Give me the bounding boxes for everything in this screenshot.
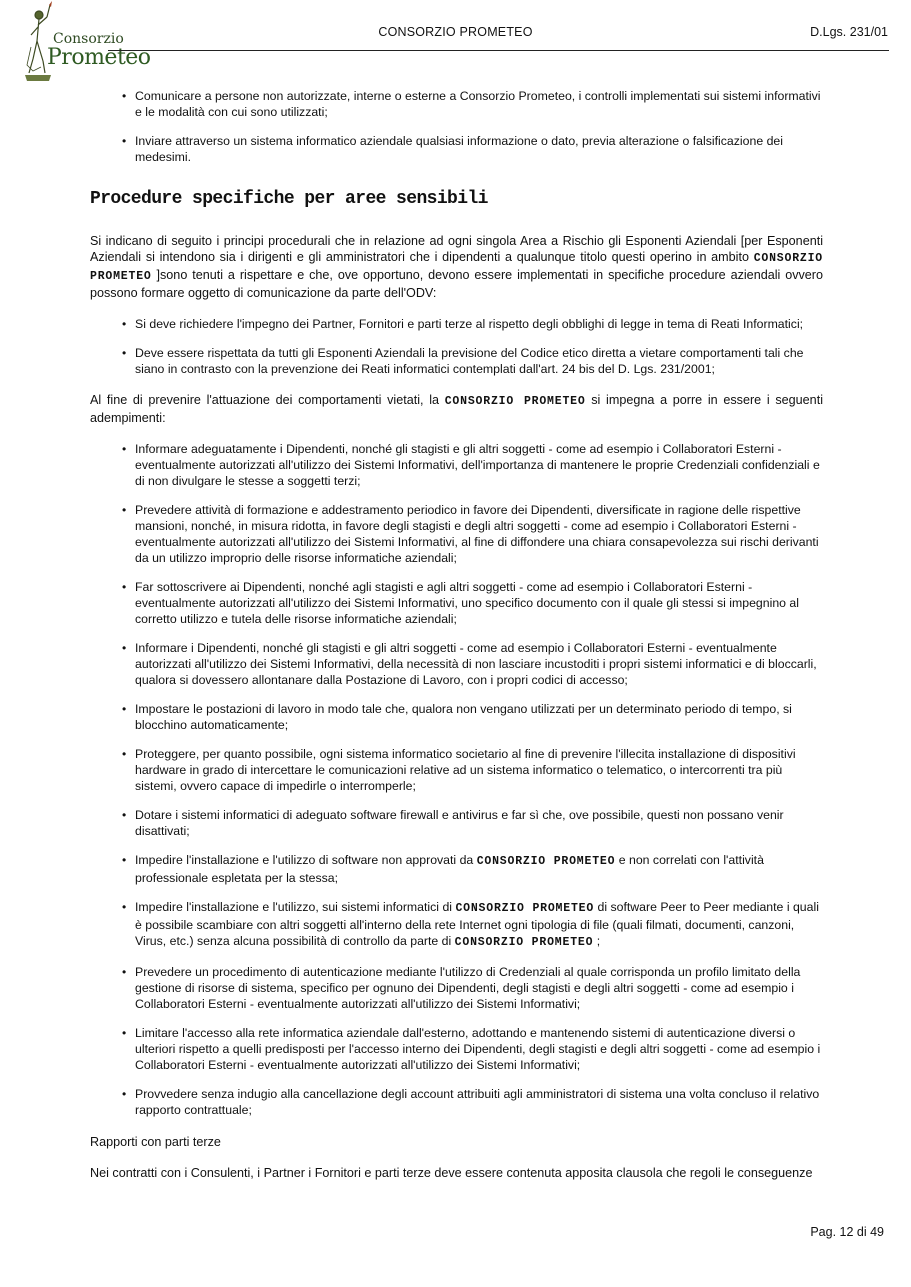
bullet-icon: • xyxy=(122,965,127,979)
org-name: CONSORZIO PROMETEO xyxy=(476,855,616,868)
list-item xyxy=(122,441,823,489)
list-item-text: Informare adeguatamente i Dipendenti, nonché gli stagisti e gli altri soggetti - come ad esempio i Collaboratori Esterni - eventualmente autorizzati all'utilizzo dei Sistemi Informativi, dell'importanza di mantenere le proprie Credenziali confidenziali e di non divulgare le stesse a soggetti terzi; xyxy=(135,442,820,488)
list-item-text: Prevedere attività di formazione e addestramento periodico in favore dei Dipendenti, diversificate in ragione delle rispettive mansioni, nonché, in misura ridotta, in favore degli stagisti e degli altri soggetti - come ad esempio i Collaboratori Esterni - eventualmente autorizzati all'utilizzo dei Sistemi Informativi, al fine di diffondere una chiara consapevolezza sui rischi derivanti da un utilizzo improprio delle risorse informatiche aziendali; xyxy=(135,503,819,565)
list-item-text: Limitare l'accesso alla rete informatica aziendale dall'esterno, adottando e mantenendo sistemi di autenticazione diversi o ulteriori rispetto a quelli predisposti per l'accesso interno dei Dipendenti, degli stagisti e degli altri soggetti - come ad esempio i Collaboratori Esterni - eventualmente autorizzati all'utilizzo dei Sistemi Informativi; xyxy=(135,1026,821,1072)
list-item-text: Provvedere senza indugio alla cancellazione degli account attribuiti agli amministratori di sistema una volta concluso il relativo rapporto contrattuale; xyxy=(135,1087,820,1117)
list-item-text-1: Impedire l'installazione e l'utilizzo, sui sistemi informatici di xyxy=(135,900,456,914)
bullet-icon: • xyxy=(122,900,127,914)
commitment-text-1: Al fine di prevenire l'attuazione dei comportamenti vietati, la xyxy=(90,393,445,407)
bullet-icon: • xyxy=(122,346,127,360)
org-name: CONSORZIO PROMETEO xyxy=(454,936,594,949)
bullet-icon: • xyxy=(122,89,127,103)
bullet-icon: • xyxy=(122,442,127,456)
list-item-text: Proteggere, per quanto possibile, ogni sistema informatico societario al fine di prevenire l'illecita installazione di dispositivi hardware in grado di intercettare le comunicazioni relative ad un sistema informatico o telematico, o intercorrenti tra più sistemi, ovvero capace di impedirle o interromperle; xyxy=(135,747,796,793)
list-item-text-1: Impedire l'installazione e l'utilizzo di software non approvati da xyxy=(135,853,477,867)
header-divider xyxy=(108,50,889,51)
bullet-icon: • xyxy=(122,317,127,331)
bullet-icon: • xyxy=(122,747,127,761)
list-item xyxy=(122,579,823,627)
logo-consorzio-text: Consorzio xyxy=(53,31,124,47)
list-item xyxy=(122,1025,823,1073)
subheading-third-parties: Rapporti con parti terze xyxy=(90,1135,221,1149)
document-body xyxy=(90,88,823,1196)
list-item-text-2: di software Peer to Peer mediante i quali è possibile scambiare con altri soggetti all'interno della rete Internet ogni tipologia di file (quali filmati, documenti, canzoni, Virus, etc.) senza alcuna possibilità di controllo da parte di xyxy=(135,900,819,948)
list-item xyxy=(122,133,823,165)
list-item-text: Far sottoscrivere ai Dipendenti, nonché agli stagisti e agli altri soggetti - come ad esempio i Collaboratori Esterni - eventualmente autorizzati all'utilizzo dei Sistemi Informativi, uno specifico documento con il quale gli stessi si impegnino al corretto utilizzo e tutela delle risorse informatiche aziendali; xyxy=(135,580,799,626)
bullet-icon: • xyxy=(122,503,127,517)
list-item xyxy=(122,88,823,120)
list-item xyxy=(122,701,823,733)
consorzio-prometeo-logo xyxy=(19,1,151,83)
list-item-text: Dotare i sistemi informatici di adeguato software firewall e antivirus e far sì che, ove possibile, questi non possano venir disattivati; xyxy=(135,808,784,838)
logo-prometeo-text: Prometeo xyxy=(47,45,151,70)
list-item xyxy=(122,899,823,951)
bullet-icon: • xyxy=(122,1087,127,1101)
commitment-paragraph xyxy=(90,392,823,426)
list-item xyxy=(122,964,823,1012)
bullet-icon: • xyxy=(122,702,127,716)
list-item xyxy=(122,1086,823,1118)
list-item-text: Inviare attraverso un sistema informatico aziendale qualsiasi informazione o dato, previa alterazione o falsificazione dei medesimi. xyxy=(135,134,783,164)
actions-list xyxy=(90,441,823,1118)
intro-text-1: Si indicano di seguito i principi procedurali che in relazione ad ogni singola Area a Rischio gli Esponenti Aziendali [per Esponenti Aziendali si intendono sia i dirigenti e gli amministratori che i dipendenti a qualunque titolo questi operino in ambito xyxy=(90,234,823,264)
header-title: CONSORZIO PROMETEO xyxy=(378,25,533,39)
list-item-text: Deve essere rispettata da tutti gli Esponenti Aziendali la previsione del Codice etico diretta a vietare comportamenti tali che siano in contrasto con la prevenzione dei Reati informatici contemplati dall'art. 24 bis del D. Lgs. 231/2001; xyxy=(135,346,804,376)
list-item xyxy=(122,852,823,886)
bullet-icon: • xyxy=(122,580,127,594)
bullet-icon: • xyxy=(122,1026,127,1040)
list-item xyxy=(122,502,823,566)
list-item-text: Informare i Dipendenti, nonché gli stagisti e gli altri soggetti - come ad esempio i Collaboratori Esterni - eventualmente autorizzati all'utilizzo dei Sistemi Informativi, della necessità di non lasciare incustoditi i propri sistemi informatici e di bloccarli, qualora si dovessero allontanare dalla Postazione di Lavoro, con i propri codici di accesso; xyxy=(135,641,817,687)
intro-text-2: ]sono tenuti a rispettare e che, ove opportuno, devono essere implementati in specifiche procedure aziendali ovvero possono formare oggetto di comunicazione da parte dell'ODV: xyxy=(90,268,823,300)
org-name: CONSORZIO PROMETEO xyxy=(444,395,586,408)
list-item xyxy=(122,807,823,839)
list-item-text: Impostare le postazioni di lavoro in modo tale che, qualora non vengano utilizzati per un determinato periodo di tempo, si blocchino automaticamente; xyxy=(135,702,792,732)
list-item xyxy=(122,746,823,794)
closing-paragraph: Nei contratti con i Consulenti, i Partner i Fornitori e parti terze deve essere contenuta apposita clausola che regoli le conseguenze xyxy=(90,1166,813,1180)
principles-list xyxy=(90,316,823,377)
list-item xyxy=(122,345,823,377)
list-item-text: Prevedere un procedimento di autenticazione mediante l'utilizzo di Credenziali al quale corrisponda un profilo limitato della gestione di risorse di sistema, specifico per ognuno dei Dipendenti, degli stagisti e degli altri soggetti - come ad esempio i Collaboratori Esterni - eventualmente autorizzati all'utilizzo dei Sistemi Informativi; xyxy=(135,965,801,1011)
commitment-text-2: si impegna a porre in essere i seguenti adempimenti: xyxy=(90,393,823,425)
intro-paragraph xyxy=(90,233,823,301)
list-item xyxy=(122,640,823,688)
page-number: Pag. 12 di 49 xyxy=(810,1225,884,1239)
list-item-text: Comunicare a persone non autorizzate, interne o esterne a Consorzio Prometeo, i controlli implementati sui sistemi informativi e le modalità con cui sono utilizzati; xyxy=(135,89,821,119)
org-name: CONSORZIO PROMETEO xyxy=(90,252,823,283)
prohibitions-list xyxy=(90,88,823,165)
bullet-icon: • xyxy=(122,808,127,822)
list-item xyxy=(122,316,823,332)
list-item-text-2: e non correlati con l'attività professionale espletata per la stessa; xyxy=(135,853,764,885)
header-law-code: D.Lgs. 231/01 xyxy=(810,25,888,39)
bullet-icon: • xyxy=(122,134,127,148)
org-name: CONSORZIO PROMETEO xyxy=(455,902,595,915)
section-title: Procedure specifiche per aree sensibili xyxy=(90,189,488,209)
bullet-icon: • xyxy=(122,641,127,655)
bullet-icon: • xyxy=(122,853,127,867)
list-item-text-3: ; xyxy=(593,934,601,948)
list-item-text: Si deve richiedere l'impegno dei Partner, Fornitori e parti terze al rispetto degli obblighi di legge in tema di Reati Informatici; xyxy=(135,317,804,331)
